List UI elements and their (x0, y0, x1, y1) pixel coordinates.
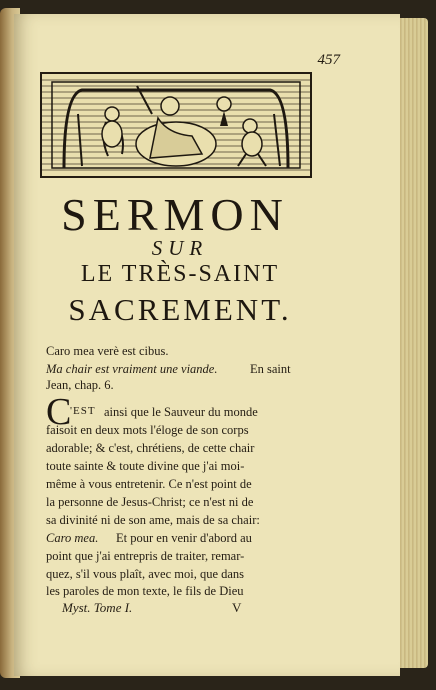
body-line-6: la personne de Jesus-Christ; ce n'est ni de (46, 495, 254, 509)
title-sur: SUR (151, 236, 209, 260)
engraved-vignette-image (40, 72, 312, 178)
vignette-cherubs-icon (42, 74, 310, 176)
signature-letter: V (232, 600, 242, 615)
drop-cap: C (46, 391, 72, 433)
body-line-3: adorable; & c'est, chrétiens, de cette chair (46, 441, 255, 455)
body-line-11: les paroles de mon texte, le fils de Dieu (46, 584, 244, 598)
epigraph-reference-b: Jean, chap. 6. (46, 378, 114, 392)
page-number: 457 (317, 52, 340, 68)
title-sacrement: SACREMENT. (68, 292, 292, 327)
title-le-tres-saint: LE TRÈS-SAINT (80, 261, 280, 287)
epigraph-reference-a: En saint (250, 362, 291, 376)
page-stack-edge (398, 18, 428, 668)
body-line-5: même à vous entretenir. Ce n'est point de (46, 477, 252, 491)
body-line-1: ainsi que le Sauveur du monde (104, 405, 258, 419)
body-caro-mea: Caro mea. (46, 531, 99, 545)
body-line-2: faisoit en deux mots l'éloge de son corps (46, 423, 249, 437)
body-line-7: sa divinité ni de son ame, mais de sa chair: (46, 513, 260, 527)
body-line-10: quez, s'il vous plaît, avec moi, que dans (46, 567, 245, 581)
title-sermon: SERMON (61, 189, 289, 240)
first-word-rest: 'EST (70, 405, 96, 417)
body-line-8: Et pour en venir d'abord au (116, 531, 252, 545)
signature-mark: Myst. Tome I. (62, 600, 133, 615)
epigraph-latin: Caro mea verè est cibus. (46, 344, 169, 358)
body-line-4: toute sainte & toute divine que j'ai moi- (46, 459, 245, 473)
epigraph-french: Ma chair est vraiment une viande. (46, 362, 218, 376)
body-line-9: point que j'ai entrepris de traiter, remar- (46, 549, 245, 563)
